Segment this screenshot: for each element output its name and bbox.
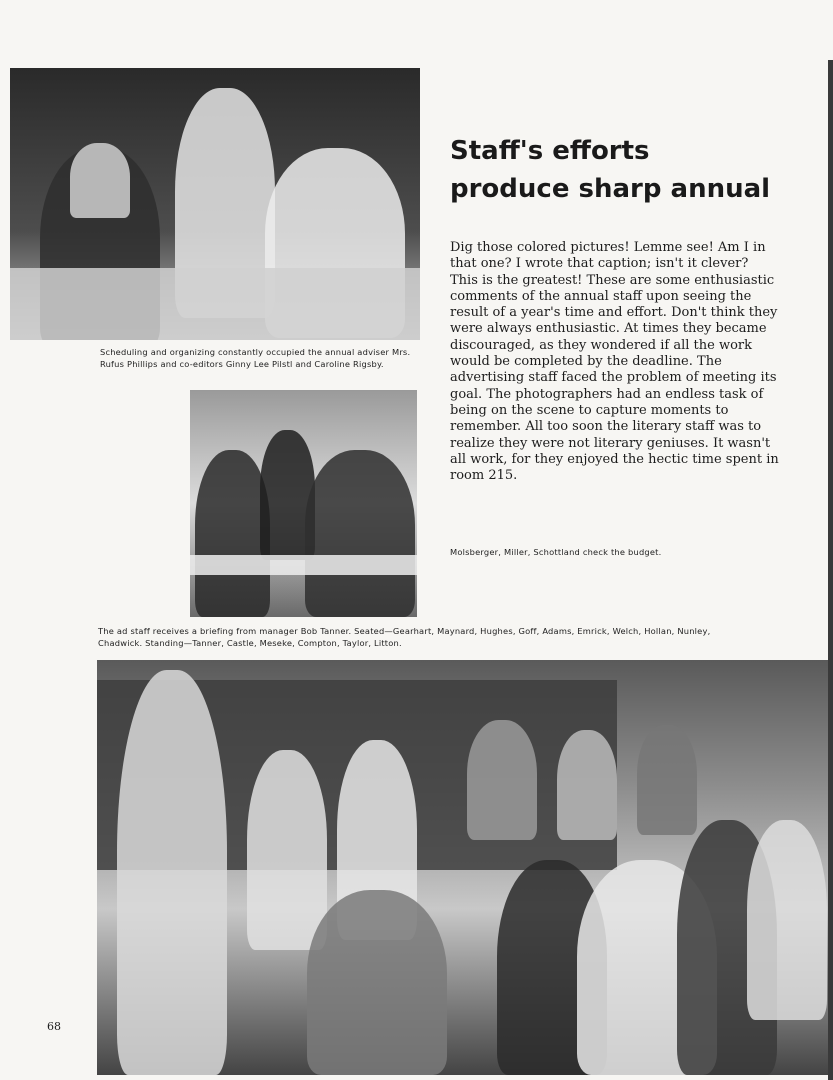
caption-budget-photo: Molsberger, Miller, Schottland check the budget. (450, 547, 662, 557)
scan-edge (828, 60, 833, 1080)
headline-line-2: produce sharp annual (450, 174, 771, 204)
article-headline (450, 132, 770, 208)
photo-adviser-and-editors (10, 68, 420, 340)
caption-adviser-photo: Scheduling and organizing constantly occupied the annual adviser Mrs. Rufus Phillips and co-editors Ginny Lee Pilstl and Caroline Rigsby. (100, 347, 411, 369)
page-number: 68 (47, 1020, 61, 1033)
photo-ad-staff-briefing (97, 660, 833, 1075)
article-body: Dig those colored pictures! Lemme see! Am I in that one? I wrote that caption; isn't it clever? This is the greatest! These are some enthusiastic comments of the annual staff upon seeing the result of a year's time and effort. Don't think they were always enthusiastic. At times they became discouraged, as they wondered if all the work would be completed by the deadline. The advertising staff faced the problem of meeting its goal. The photographers had an endless task of being on the scene to capture moments to remember. All too soon the literary staff was to realize they were not literary geniuses. It wasn't all work, for they enjoyed the hectic time spent in room 215. (450, 240, 779, 484)
caption-ad-staff-photo: The ad staff receives a briefing from manager Bob Tanner. Seated—Gearhart, Maynard, Hughes, Goff, Adams, Emrick, Welch, Hollan, Nunley, Chadwick. Standing—Tanner, Castle, Meseke, Compton, Taylor, Litton. (98, 626, 711, 648)
headline-line-1: Staff's efforts (450, 136, 650, 166)
photo-budget-check (190, 390, 417, 617)
